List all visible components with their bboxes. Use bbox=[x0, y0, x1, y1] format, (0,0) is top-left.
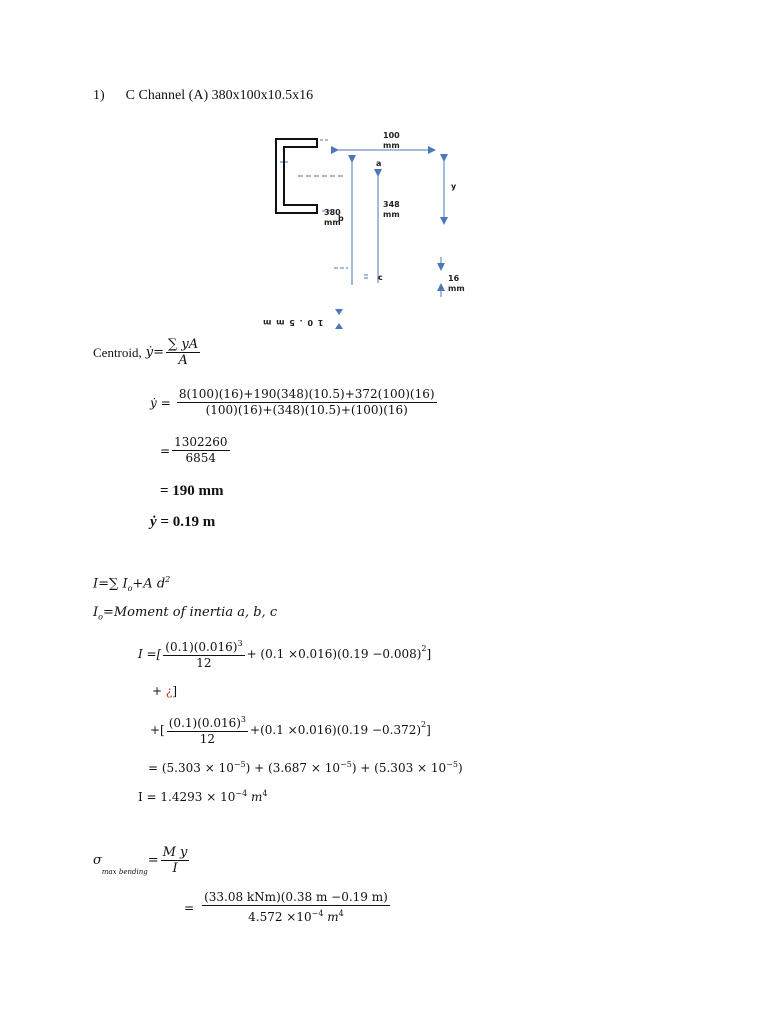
dim-10-5-rotated: 1 0 . 5 m m bbox=[262, 318, 324, 327]
centroid-fraction: $\frac{\sum yA}{A}$ bbox=[168, 337, 199, 368]
inertia-result: $I = 1.4293 \times 10^{-4}$ $m^4$ bbox=[138, 789, 268, 804]
channel-diagram bbox=[260, 125, 480, 340]
dim-380: 380 mm bbox=[324, 208, 341, 227]
centroid-result-m: ẏ = 0.19 m bbox=[150, 514, 216, 530]
inertia-sum: = $(5.303 \times 10^{-5}) + (3.687 \times 10^{-5}) + (5.303 \times 10^{-5})$ bbox=[148, 760, 463, 775]
section-heading bbox=[93, 88, 313, 104]
centroid-label: Centroid, bbox=[93, 344, 142, 360]
inertia-term-1: I =[ $\frac{(0.1)(0.016)^3}{12}$ + (0.1 ×0.016)(0.19 −0.008) $^2$ ] bbox=[138, 636, 431, 671]
centroid-formula: Centroid, ẏ = $\frac{\sum yA}{A}$ bbox=[93, 337, 199, 368]
inertia-term-3: +[ $\frac{(0.1)(0.016)^3}{12}$ +(0.1 ×0.016)(0.19 −0.372) $^2$ ] bbox=[150, 712, 431, 747]
section-title: C Channel (A) 380x100x10.5x16 bbox=[125, 88, 314, 103]
bending-substitution: = $\frac{\text{(33.08 kNm)(0.38 m −0.19 m)}}{4.572 \times 10^{-4} m^4}$ bbox=[184, 890, 388, 924]
inertia-term-2: + ¿] bbox=[152, 684, 178, 698]
label-a: a bbox=[376, 159, 382, 168]
dim-348: 348 mm bbox=[383, 200, 400, 219]
inertia-definition: $I_o=Moment$ of inertia a, b, c bbox=[93, 605, 278, 622]
centroid-substitution: ẏ = $\frac{8(100)(16)+190(348)(10.5)+372(100)(16)}{(100)(16)+(348)(10.5)+(100)(16)}$ bbox=[150, 387, 435, 417]
label-c: c bbox=[378, 273, 383, 282]
centroid-result-mm: = 190 mm bbox=[160, 483, 224, 499]
label-y: y bbox=[451, 182, 457, 191]
dim-16: 16 mm bbox=[448, 274, 465, 293]
section-number: 1) bbox=[93, 88, 105, 103]
bending-formula: σ max bending = $\frac{\text{M y}}{I}$ bbox=[93, 845, 188, 876]
label-b: b bbox=[338, 214, 344, 223]
centroid-numeric: = $\frac{1302260}{6854}$ bbox=[160, 435, 228, 465]
dim-100: 100 mm bbox=[383, 131, 400, 150]
inertia-formula: I=∑ $I_o+A$ $d^2$ bbox=[93, 575, 171, 593]
ybar-symbol: ẏ bbox=[145, 345, 154, 360]
